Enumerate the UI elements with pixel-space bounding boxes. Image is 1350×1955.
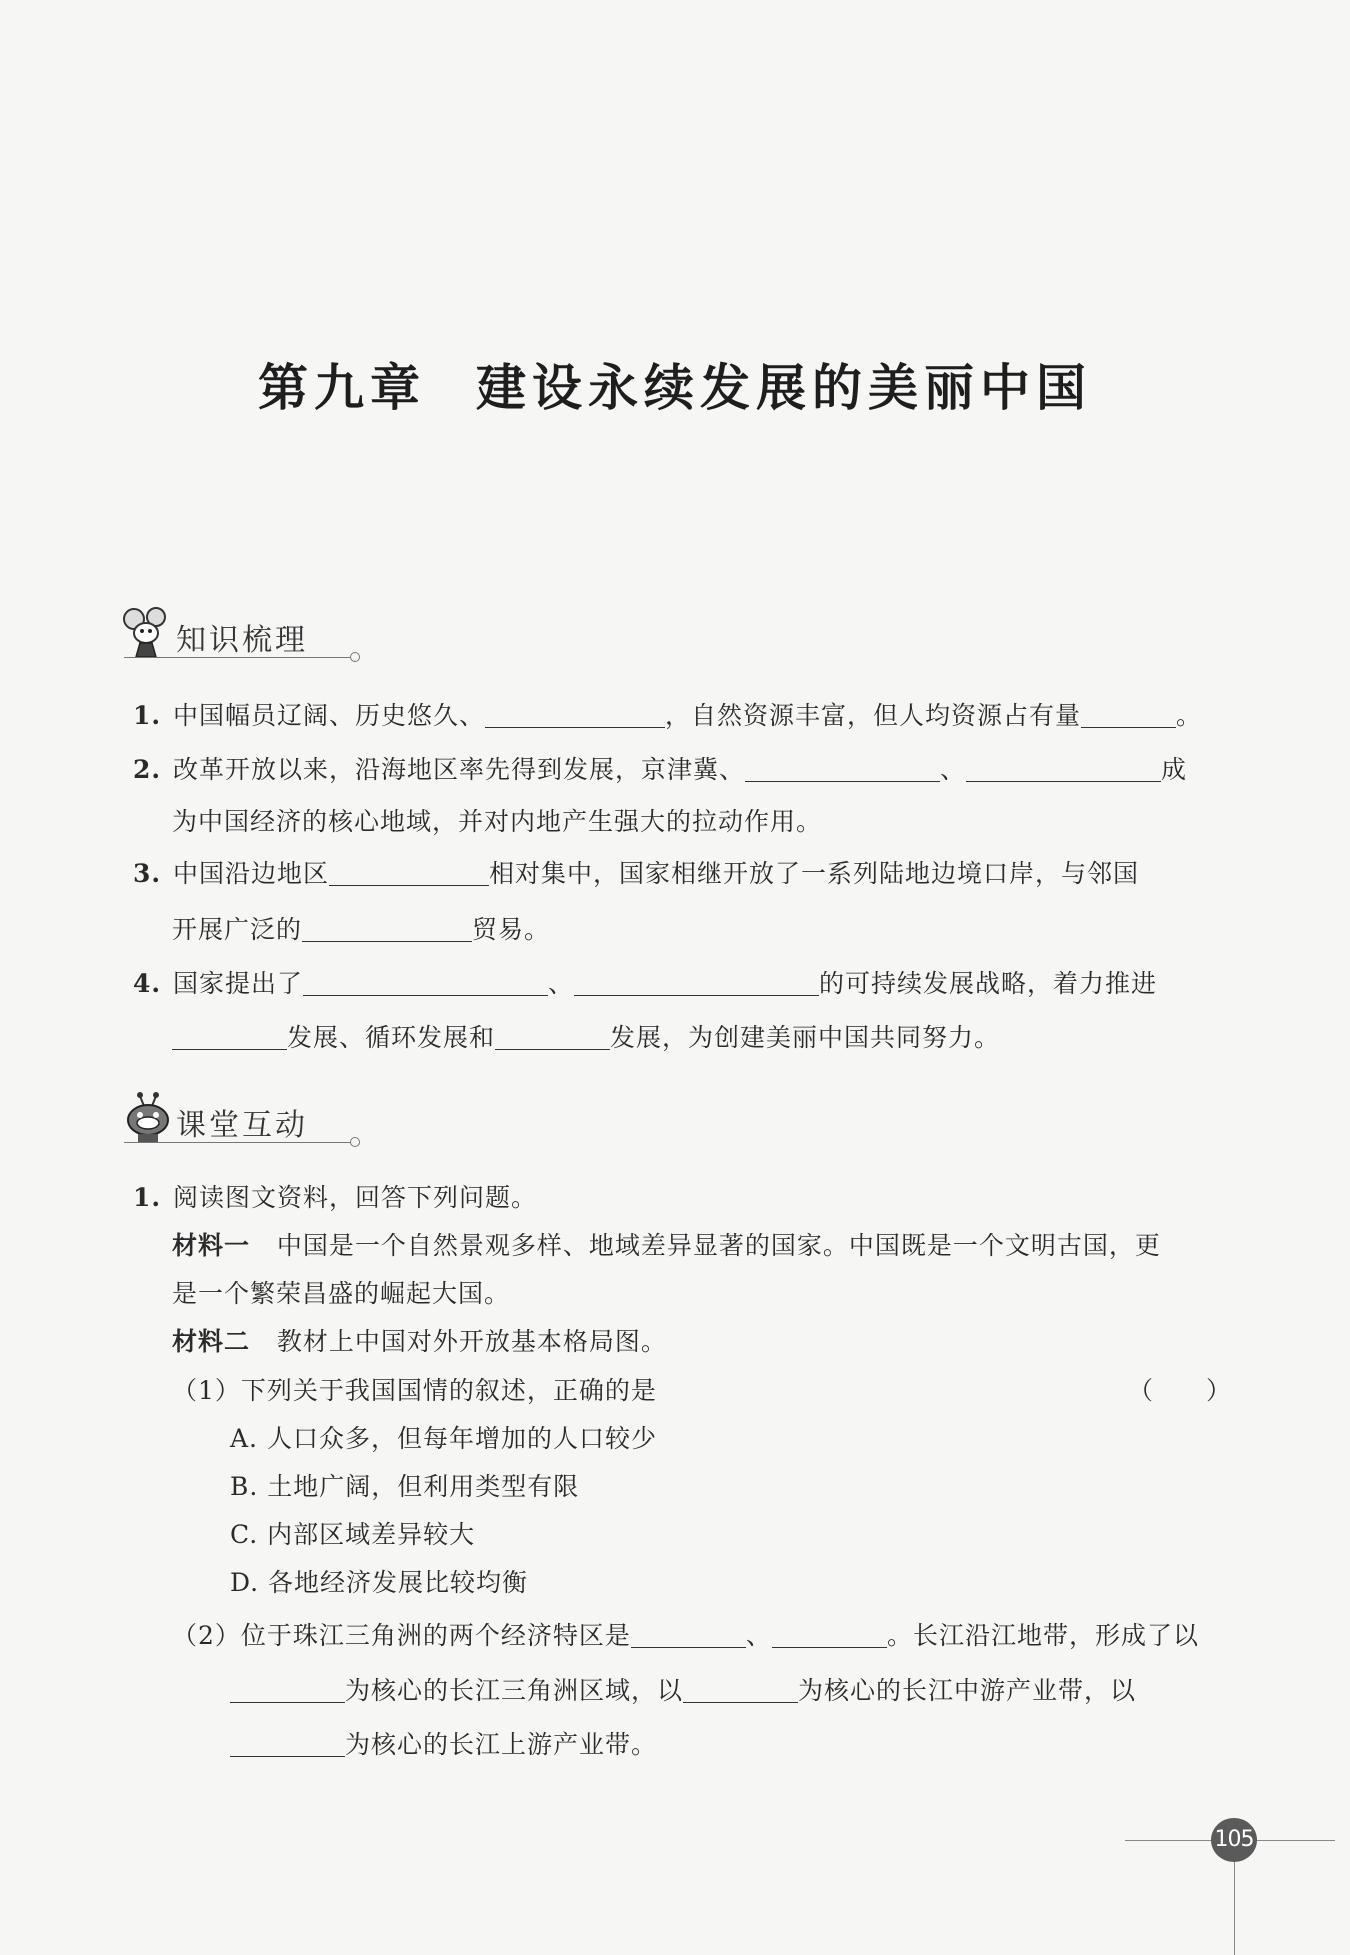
answer-blank[interactable]: [172, 1023, 287, 1050]
material-1: 材料一 中国是一个自然景观多样、地域差异显著的国家。中国既是一个文明古国，更: [172, 1231, 1161, 1260]
answer-blank[interactable]: [1081, 701, 1176, 728]
answer-blank[interactable]: [485, 701, 665, 728]
page-number: 105: [1211, 1818, 1257, 1862]
material-2: 材料二 教材上中国对外开放基本格局图。: [172, 1327, 667, 1356]
section-header-interaction: [120, 1090, 360, 1150]
page-number-vertical-line: [1234, 1856, 1235, 1955]
section-title: 知识梳理: [176, 623, 308, 658]
knowledge-q1: 1. 中国幅员辽阔、历史悠久、 ，自然资源丰富，但人均资源占有量 。: [133, 701, 1203, 730]
section-underline: [124, 1142, 350, 1143]
robot-mascot-icon: [120, 1090, 176, 1146]
answer-parentheses[interactable]: （ ）: [1128, 1376, 1233, 1405]
answer-blank[interactable]: [495, 1023, 610, 1050]
knowledge-q4: 4. 国家提出了 、 的可持续发展战略，着力推进: [133, 969, 1158, 998]
answer-blank[interactable]: [302, 915, 472, 942]
section-underline-dot: [350, 1137, 360, 1147]
knowledge-q2: 2. 改革开放以来，沿海地区率先得到发展，京津冀、 、 成: [133, 755, 1188, 784]
answer-blank[interactable]: [574, 969, 819, 996]
interaction-q1: 1. 阅读图文资料，回答下列问题。: [133, 1183, 538, 1212]
answer-blank[interactable]: [329, 859, 489, 886]
chapter-name: 建设永续发展的美丽中国: [476, 359, 1092, 417]
answer-blank[interactable]: [772, 1621, 887, 1648]
chapter-number: 第九章: [258, 359, 426, 417]
option-b[interactable]: B. 土地广阔，但利用类型有限: [230, 1472, 580, 1501]
section-underline-dot: [350, 652, 360, 662]
knowledge-q4-cont: 发展、循环发展和 发展，为创建美丽中国共同努力。: [172, 1022, 1272, 1054]
answer-blank[interactable]: [230, 1730, 345, 1757]
answer-blank[interactable]: [966, 755, 1161, 782]
knowledge-q2-cont: 为中国经济的核心地域，并对内地产生强大的拉动作用。: [172, 807, 823, 836]
answer-blank[interactable]: [631, 1621, 746, 1648]
option-c[interactable]: C. 内部区域差异较大: [230, 1520, 476, 1549]
option-a[interactable]: A. 人口众多，但每年增加的人口较少: [230, 1424, 657, 1453]
sub-question-2: （2）位于珠江三角洲的两个经济特区是 、 。长江沿江地带，形成了以: [172, 1621, 1199, 1650]
answer-blank[interactable]: [745, 755, 940, 782]
material-1-cont: 是一个繁荣昌盛的崛起大国。: [172, 1279, 511, 1308]
chapter-title: [0, 348, 1350, 420]
option-d[interactable]: D. 各地经济发展比较均衡: [230, 1568, 529, 1597]
sub-question-1: （1）下列关于我国国情的叙述，正确的是: [172, 1376, 657, 1405]
section-title: 课堂互动: [176, 1108, 308, 1143]
answer-blank[interactable]: [303, 969, 548, 996]
knowledge-q3: 3. 中国沿边地区 相对集中，国家相继开放了一系列陆地边境口岸，与邻国: [133, 859, 1140, 888]
knowledge-q3-cont: 开展广泛的 贸易。: [172, 915, 551, 944]
sub-question-2-cont2: 为核心的长江上游产业带。: [230, 1729, 1330, 1761]
section-header-knowledge: [120, 605, 360, 665]
section-underline: [124, 657, 350, 658]
mouse-mascot-icon: [120, 605, 176, 661]
answer-blank[interactable]: [230, 1676, 345, 1703]
sub-question-2-cont: 为核心的长江三角洲区域，以 为核心的长江中游产业带，以: [230, 1675, 1330, 1707]
answer-blank[interactable]: [683, 1676, 798, 1703]
